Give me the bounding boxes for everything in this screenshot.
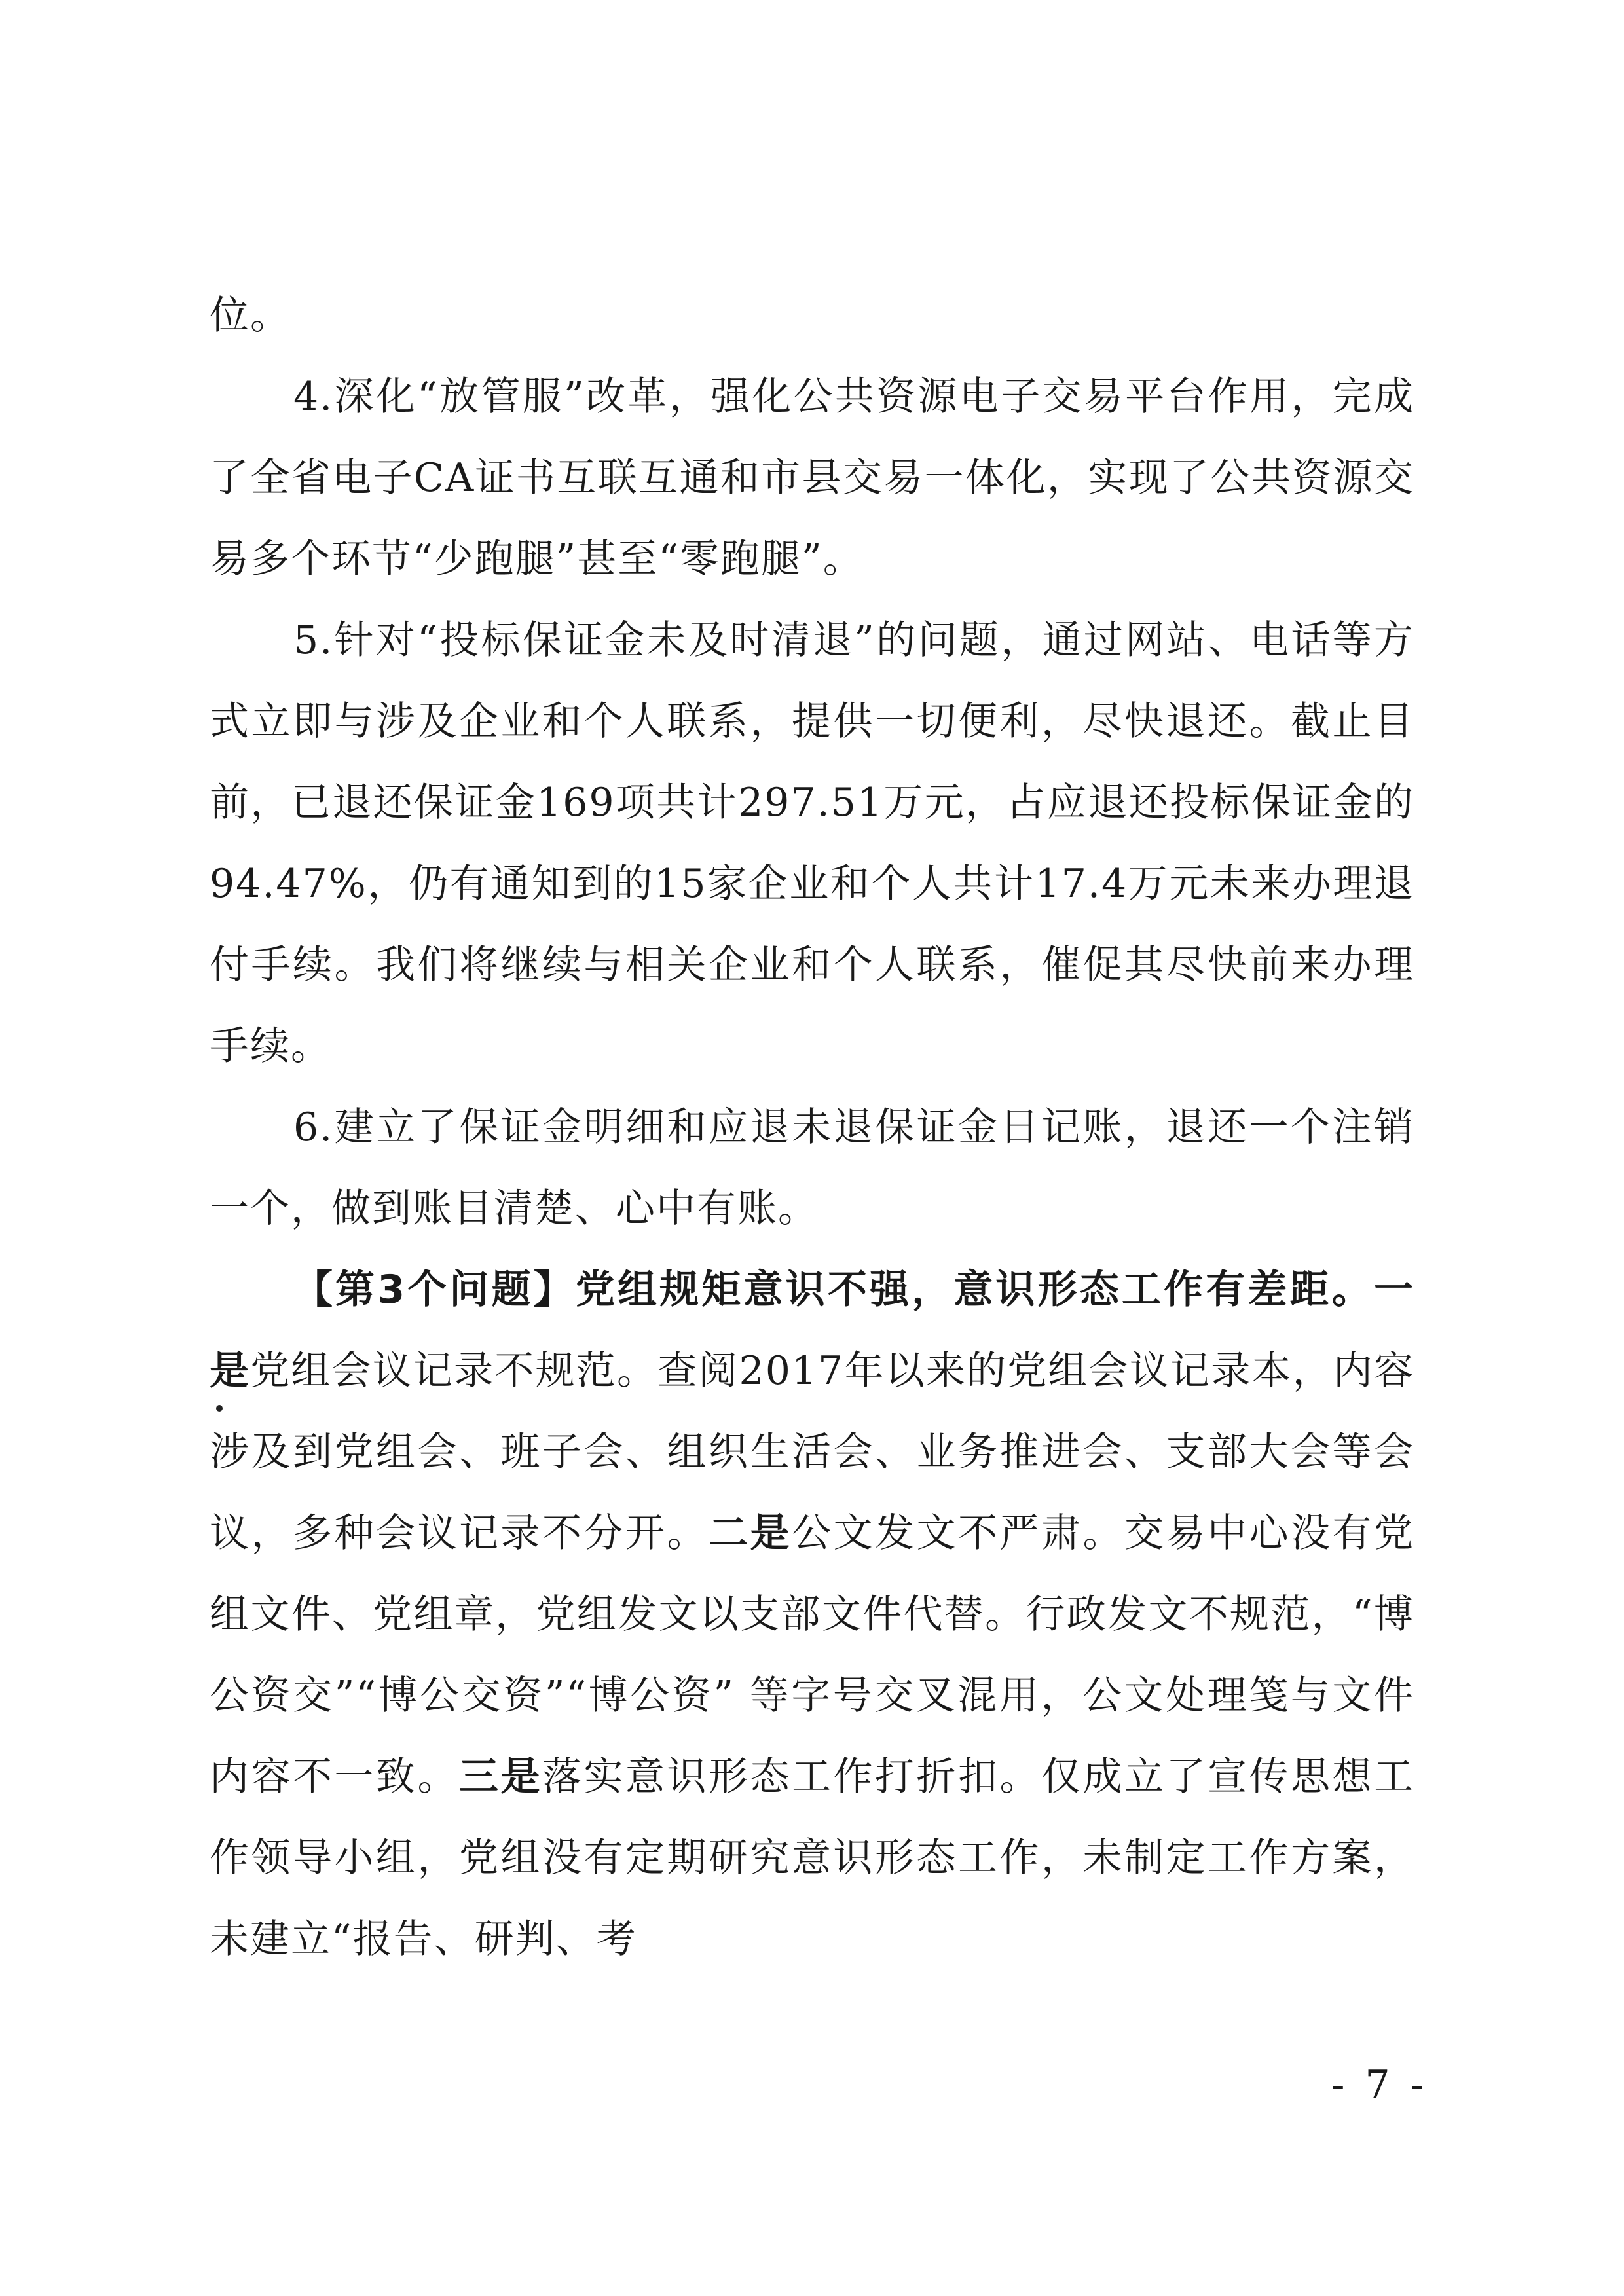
paragraph-item-5 bbox=[210, 600, 1414, 1087]
paragraph-item-6 bbox=[210, 1087, 1414, 1249]
text-segment: 党组会议记录不规范。查阅2017年以来的党组会议记录本，内容涉及到党组会、班子会、组织生活会、业务推进会、支部大会等会议，多种会议记录不分开。 bbox=[210, 1348, 1414, 1556]
point-label-third: 三是 bbox=[459, 1754, 542, 1800]
text-segment: 4.深化“放管服”改革，强化公共资源电子交易平台作用，完成了全省电子CA证书互联互通和市县交易一体化，实现了公共资源交易多个环节“少跑腿”甚至“零跑腿”。 bbox=[210, 374, 1414, 582]
point-label-first: 一是 bbox=[210, 1267, 1414, 1394]
page-number: - 7 - bbox=[1331, 2062, 1428, 2108]
paragraph-item-4 bbox=[210, 356, 1414, 600]
text-segment: 6.建立了保证金明细和应退未退保证金日记账，退还一个注销一个，做到账目清楚、心中有账。 bbox=[210, 1104, 1414, 1231]
text-segment: 5.针对“投标保证金未及时清退”的问题，通过网站、电话等方式立即与涉及企业和个人联系，提供一切便利，尽快退还。截止目前，已退还保证金169项共计297.51万元，占应退还投标保证金的94.47%，仍有通知到的15家企业和个人共计17.4万元未来办理退付手续。我们将继续与相关企业和个人联系，催促其尽快前来办理手续。 bbox=[210, 617, 1414, 1069]
paragraph-issue-3 bbox=[210, 1249, 1414, 1980]
text-segment: 落实意识形态工作打折扣。仅成立了宣传思想工作领导小组，党组没有定期研究意识形态工作，未制定工作方案，未建立“报告、研判、考 bbox=[210, 1754, 1414, 1962]
text-segment: 位。 bbox=[210, 293, 291, 338]
paragraph-continuation bbox=[210, 275, 1414, 356]
scan-speck bbox=[216, 1405, 223, 1412]
text-segment: 公文发文不严肃。交易中心没有党组文件、党组章，党组发文以支部文件代替。行政发文不规范，“博公资交”“博公交资”“博公资” 等字号交叉混用，公文处理笺与文件内容不一致。 bbox=[210, 1510, 1414, 1800]
document-body bbox=[210, 275, 1414, 1980]
issue-heading: 【第3个问题】党组规矩意识不强，意识形态工作有差距。 bbox=[293, 1267, 1374, 1313]
point-label-second: 二是 bbox=[709, 1510, 792, 1556]
